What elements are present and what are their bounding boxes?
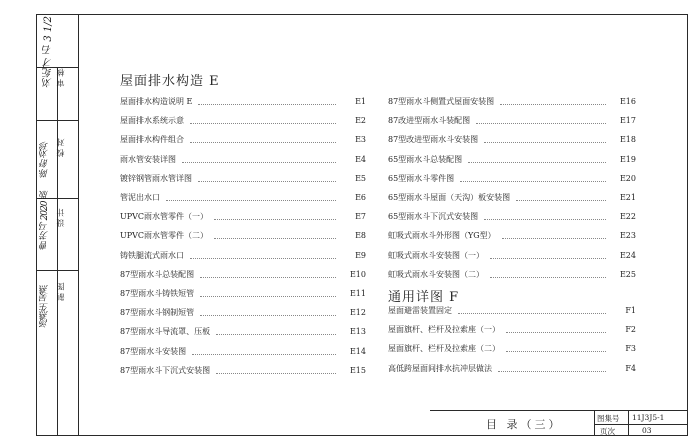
toc-entry bbox=[120, 229, 366, 243]
top-signature: 刘纪才 石 3 1/2 bbox=[43, 16, 54, 88]
toc-entry-code: E16 bbox=[619, 97, 636, 106]
toc-entry-code: E1 bbox=[355, 97, 366, 106]
toc-entry-title: 87型改进型雨水斗安装图 bbox=[388, 135, 479, 145]
label-check: 校 对 bbox=[56, 138, 65, 158]
leader-dots bbox=[192, 345, 336, 355]
toc-entry-title: 虹吸式雨水斗安装图（二） bbox=[388, 269, 484, 279]
toc-entry-code: F4 bbox=[625, 363, 636, 373]
toc-entry bbox=[388, 172, 636, 186]
leader-dots bbox=[468, 153, 606, 163]
toc-entry-code: E12 bbox=[349, 308, 366, 318]
toc-entry bbox=[388, 362, 636, 376]
label-review: 审 核 bbox=[56, 68, 65, 88]
section-title-e: 屋面排水构造 E bbox=[120, 74, 220, 89]
toc-entry bbox=[388, 249, 636, 263]
signature-draw: 汤燕生 吴燕 bbox=[40, 286, 50, 328]
toc-entry-title: 65型雨水斗零件图 bbox=[388, 173, 455, 183]
toc-entry-title: 雨水管安装详图 bbox=[120, 154, 176, 164]
toc-entry-title: 屋面避雷装置固定 bbox=[388, 306, 452, 315]
toc-entry bbox=[120, 345, 366, 359]
toc-entry-title: 屋面旗杆、栏杆及拉索座（一） bbox=[388, 325, 500, 335]
signature-check: 陈 舒 刘珍 bbox=[40, 142, 50, 178]
signature-design: 曹 芳 马 2020 版 bbox=[40, 191, 50, 250]
toc-entry-title: 屋面排水构造说明 E bbox=[120, 97, 193, 106]
toc-entry bbox=[120, 172, 366, 186]
leader-dots bbox=[460, 172, 606, 182]
toc-entry-code: E25 bbox=[619, 269, 636, 279]
toc-entry-title: 87型雨水斗导流罩、压板 bbox=[120, 327, 211, 337]
leader-dots bbox=[506, 342, 606, 352]
toc-entry-code: E19 bbox=[619, 154, 636, 164]
toc-entry bbox=[388, 114, 636, 128]
toc-entry-title: 65型雨水斗总装配图 bbox=[388, 154, 463, 164]
toc-entry-code: E8 bbox=[355, 231, 366, 241]
toc-entry-code: E15 bbox=[349, 365, 366, 375]
atlas-label: 图集号 bbox=[597, 414, 620, 423]
toc-entry-title: 屋面排水系统示意 bbox=[120, 116, 184, 126]
toc-entry-title: 65型雨水斗下沉式安装图 bbox=[388, 212, 479, 222]
toc-entry-title: 87型雨水斗下沉式安装图 bbox=[120, 365, 211, 375]
leader-dots bbox=[216, 325, 336, 335]
leader-dots bbox=[190, 133, 336, 143]
toc-entry-code: F2 bbox=[625, 325, 636, 335]
toc-entry-title: 87型雨水斗总装配图 bbox=[120, 269, 195, 279]
toc-entry bbox=[120, 268, 366, 282]
toc-entry-title: 镀锌钢管雨水管详图 bbox=[120, 173, 192, 183]
toc-entry-title: 虹吸式雨水斗安装图（一） bbox=[388, 250, 484, 260]
leader-dots bbox=[200, 268, 336, 278]
toc-entry bbox=[388, 268, 636, 282]
atlas-number: 11J3J5-1 bbox=[632, 413, 665, 422]
leader-dots bbox=[458, 304, 606, 314]
toc-entry-title: 铸铁腿流式雨水口 bbox=[120, 250, 184, 260]
page-number: 03 bbox=[642, 426, 652, 435]
toc-entry-code: E4 bbox=[355, 154, 366, 164]
toc-entry bbox=[120, 210, 366, 224]
toc-entry-code: E21 bbox=[619, 193, 636, 202]
toc-entry-code: E3 bbox=[355, 135, 366, 145]
leader-dots bbox=[516, 191, 606, 201]
toc-entry-title: 管泥出水口 bbox=[120, 193, 160, 202]
toc-entry-code: E18 bbox=[619, 135, 636, 145]
leader-dots bbox=[500, 95, 606, 105]
toc-entry bbox=[388, 323, 636, 337]
toc-entry-title: 87改进型雨水斗装配图 bbox=[388, 116, 471, 126]
leader-dots bbox=[484, 210, 606, 220]
toc-entry-code: E11 bbox=[349, 289, 366, 298]
toc-entry bbox=[388, 191, 636, 205]
leader-dots bbox=[216, 364, 336, 374]
label-draw: 制 图 bbox=[56, 282, 65, 302]
toc-entry-code: E2 bbox=[355, 116, 366, 126]
toc-entry-title: 87型雨水斗侧置式屋面安装图 bbox=[388, 97, 495, 106]
leader-dots bbox=[166, 191, 336, 201]
leader-dots bbox=[190, 249, 336, 259]
toc-entry-title: 虹吸式雨水斗外形图（YG型） bbox=[388, 231, 496, 241]
drawing-title: 目 录（三） bbox=[486, 418, 563, 431]
toc-entry-code: E23 bbox=[619, 231, 636, 241]
toc-entry-code: E22 bbox=[619, 212, 636, 222]
leader-dots bbox=[214, 229, 336, 239]
toc-entry bbox=[388, 210, 636, 224]
toc-entry-title: 87型雨水斗钢制短管 bbox=[120, 308, 195, 318]
toc-entry-title: UPVC雨水管零件（一） bbox=[120, 212, 209, 222]
leader-dots bbox=[190, 114, 336, 124]
toc-entry bbox=[120, 249, 366, 263]
leader-dots bbox=[214, 210, 336, 220]
toc-entry-title: 屋面旗杆、栏杆及拉索座（二） bbox=[388, 344, 500, 354]
toc-entry bbox=[388, 153, 636, 167]
toc-entry-code: E6 bbox=[355, 193, 366, 202]
leader-dots bbox=[182, 153, 336, 163]
leader-dots bbox=[476, 114, 606, 124]
toc-entry bbox=[120, 133, 366, 147]
toc-entry-code: E24 bbox=[619, 250, 636, 260]
toc-entry bbox=[120, 364, 366, 378]
toc-entry-title: UPVC雨水管零件（二） bbox=[120, 231, 209, 241]
toc-entry bbox=[120, 153, 366, 167]
toc-entry bbox=[388, 95, 636, 109]
leader-dots bbox=[502, 229, 606, 239]
toc-entry bbox=[120, 95, 366, 109]
page-label: 页次 bbox=[600, 427, 615, 436]
leader-dots bbox=[198, 172, 336, 182]
toc-entry-title: 65型雨水斗屋面（天沟）板安装图 bbox=[388, 193, 511, 202]
toc-entry-code: E10 bbox=[349, 269, 366, 279]
leader-dots bbox=[484, 133, 606, 143]
leader-dots bbox=[498, 362, 606, 372]
toc-entry bbox=[120, 287, 366, 301]
toc-entry bbox=[120, 114, 366, 128]
leader-dots bbox=[506, 323, 606, 333]
toc-entry-title: 高低跨屋面间排水抗冲层做法 bbox=[388, 363, 492, 373]
title-block bbox=[430, 410, 688, 436]
toc-entry bbox=[120, 306, 366, 320]
toc-entry-code: E5 bbox=[355, 173, 366, 183]
toc-entry-code: E20 bbox=[619, 173, 636, 183]
toc-entry-code: E14 bbox=[349, 346, 366, 356]
toc-entry-code: E17 bbox=[619, 116, 636, 126]
toc-entry-code: F1 bbox=[625, 306, 636, 315]
leader-dots bbox=[200, 287, 336, 297]
toc-entry-code: E7 bbox=[355, 212, 366, 222]
section-title-f: 通用详图 F bbox=[388, 290, 460, 305]
toc-entry-title: 屋面排水构件组合 bbox=[120, 135, 184, 145]
toc-entry-code: E9 bbox=[355, 250, 366, 260]
toc-entry-title: 87型雨水斗安装图 bbox=[120, 346, 187, 356]
leader-dots bbox=[198, 95, 336, 105]
toc-entry bbox=[388, 304, 636, 318]
toc-entry-title: 87型雨水斗铸铁短管 bbox=[120, 289, 195, 298]
toc-entry bbox=[388, 229, 636, 243]
toc-entry-code: F3 bbox=[625, 344, 636, 354]
label-design: 设 计 bbox=[56, 208, 65, 228]
leader-dots bbox=[490, 268, 606, 278]
toc-entry bbox=[120, 191, 366, 205]
toc-entry bbox=[388, 342, 636, 356]
leader-dots bbox=[200, 306, 336, 316]
toc-entry-code: E13 bbox=[349, 327, 366, 337]
leader-dots bbox=[490, 249, 606, 259]
toc-entry bbox=[120, 325, 366, 339]
toc-entry bbox=[388, 133, 636, 147]
